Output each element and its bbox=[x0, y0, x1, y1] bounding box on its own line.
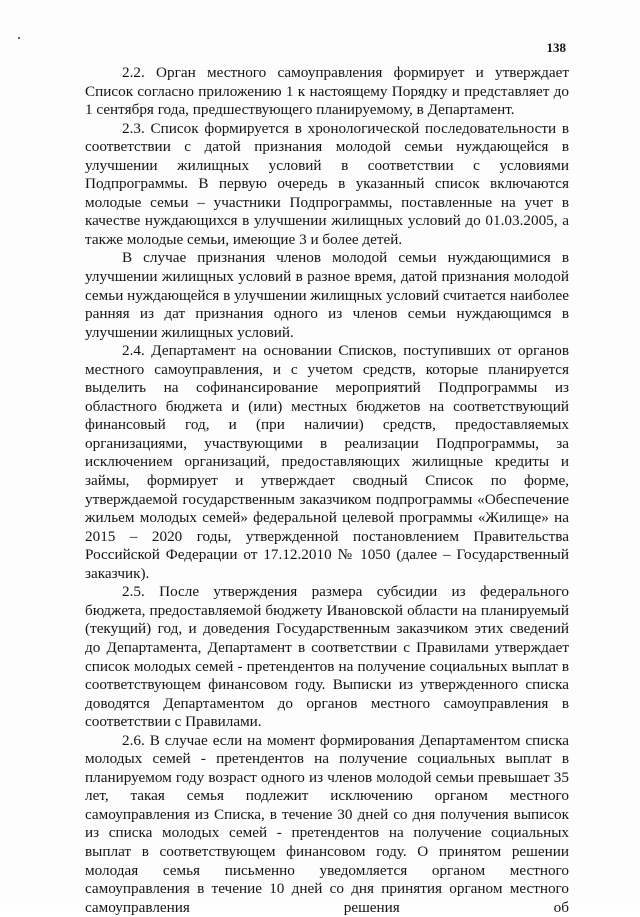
document-body bbox=[85, 64, 569, 917]
scan-speck bbox=[18, 37, 20, 39]
paragraph-2-3-continued: В случае признания членов молодой семьи нуждающимися в улучшении жилищных условий в разное время, датой признания молодой семьи нуждающейся в улучшении жилищных условий считается наиболее ранняя из дат признания одного из членов семьи нуждающимся в улучшении жилищных условий. bbox=[85, 249, 569, 341]
paragraph-2-2: 2.2. Орган местного самоуправления формирует и утверждает Список согласно приложению 1 к настоящему Порядку и представляет до 1 сентября года, предшествующего планируемому, в Департамент. bbox=[85, 64, 569, 119]
paragraph-2-6: 2.6. В случае если на момент формирования Департаментом списка молодых семей - претендентов на получение социальных выплат в планируемом году возраст одного из членов молодой семьи превышает 35 лет, такая семья подлежит исключению органом местного самоуправления из Списка, в течение 30 дней со дня получения выписок из списка молодых семей - претендентов на получение социальных выплат в соответствующем финансовом году. О принятом решении молодая семья письменно уведомляется органом местного самоуправления в течение 10 дней со дня принятия органом местного самоуправления решения об bbox=[85, 731, 569, 916]
paragraph-2-4: 2.4. Департамент на основании Списков, поступивших от органов местного самоуправления, и с учетом средств, которые планируется выделить на софинансирование мероприятий Подпрограммы из областного бюджета и (или) местных бюджетов на соответствующий финансовый год, и (при наличии) средств, предоставляемых организациями, участвующими в реализации Подпрограммы, за исключением организаций, предоставляющих жилищные кредиты и займы, формирует и утверждает сводный Список по форме, утверждаемой государственным заказчиком подпрограммы «Обеспечение жильем молодых семей» федеральной целевой программы «Жилище» на 2015 – 2020 годы, утвержденной постановлением Правительства Российской Федерации от 17.12.2010 № 1050 (далее – Государственный заказчик). bbox=[85, 342, 569, 582]
page-number: 138 bbox=[546, 40, 566, 55]
paragraph-2-3: 2.3. Список формируется в хронологической последовательности в соответствии с датой признания молодой семьи нуждающейся в улучшении жилищных условий в соответствии с условиями Подпрограммы. В первую очередь в указанный список включаются молодые семьи – участники Подпрограммы, поставленные на учет в качестве нуждающихся в улучшении жилищных условий до 01.03.2005, а также молодые семьи, имеющие 3 и более детей. bbox=[85, 119, 569, 248]
paragraph-2-5: 2.5. После утверждения размера субсидии из федерального бюджета, предоставляемой бюджету Ивановской области на планируемый (текущий) год, и доведения Государственным заказчиком этих сведений до Департамента, Департамент в соответствии с Правилами утверждает список молодых семей - претендентов на получение социальных выплат в соответствующем финансовом году. Выписки из утвержденного списка доводятся Департаментом до органов местного самоуправления в соответствии с Правилами. bbox=[85, 583, 569, 731]
